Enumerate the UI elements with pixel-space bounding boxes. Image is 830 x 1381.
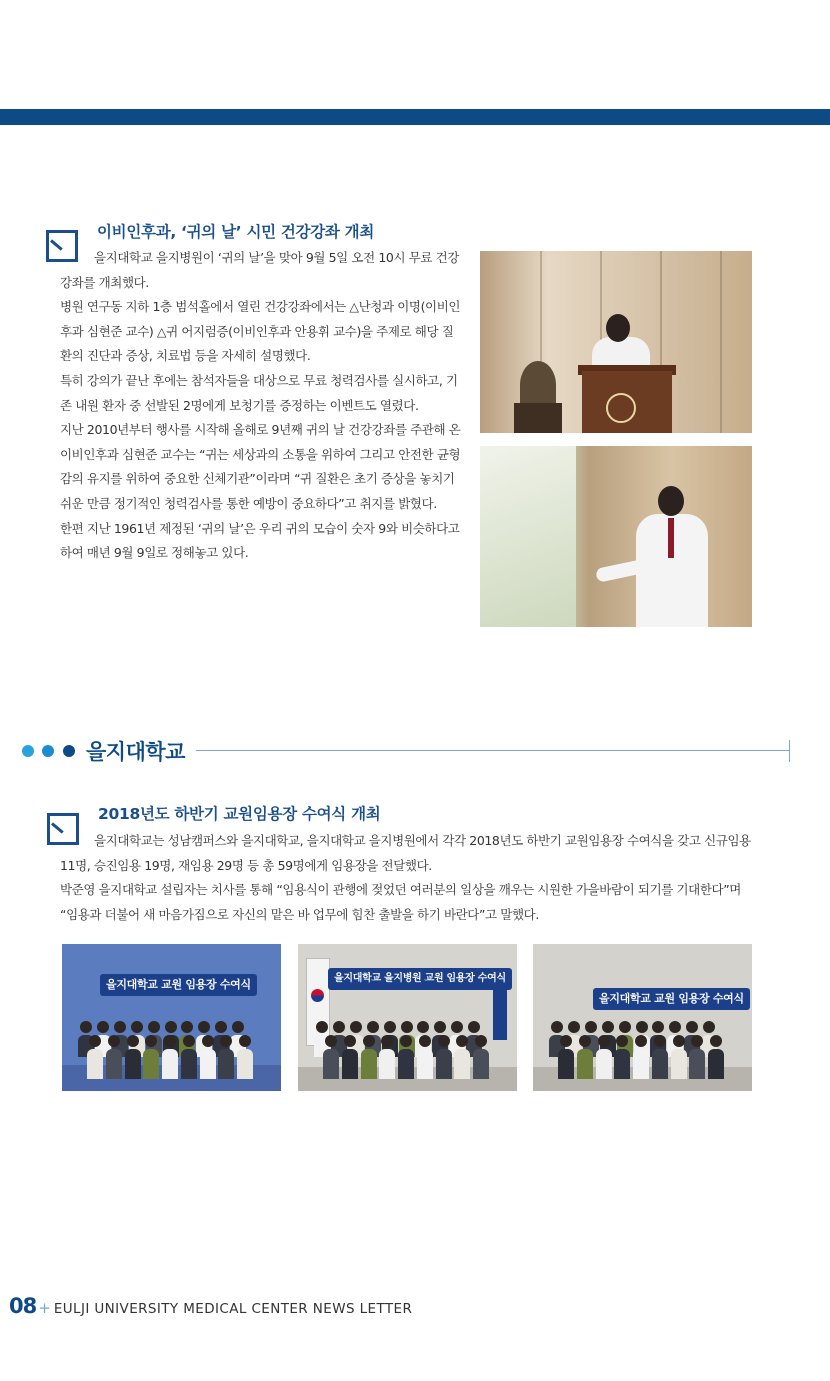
article1-paragraph: 지난 2010년부터 행사를 시작해 올해로 9년째 귀의 날 건강강좌를 주관해 온 이비인후과 심현준 교수는 “귀는 세상과의 소통을 위하여 그리고 안전한 균형감의 유지를 위하여 중요한 신체기관”이라며 “귀 질환은 초기 증상을 놓치기 쉬운 만큼 정기적인 청력검사를 통한 예방이 중요하다”고 취지를 밝혔다. <box>60 422 461 511</box>
group-people <box>78 1007 265 1079</box>
article1-title: 이비인후과, ‘귀의 날’ 시민 건강강좌 개최 <box>97 223 375 241</box>
photo-banner: 을지대학교 교원 임용장 수여식 <box>100 974 257 996</box>
person-figure <box>671 1035 687 1079</box>
group-photo-hospital <box>298 944 517 1091</box>
person-figure <box>162 1035 178 1079</box>
group-photo-campus <box>62 944 281 1091</box>
section-divider-line <box>196 750 790 751</box>
photo-banner: 을지대학교 교원 임용장 수여식 <box>593 988 750 1010</box>
bullet-dot-icon <box>63 745 75 757</box>
article1-body <box>60 246 464 566</box>
person-figure <box>125 1035 141 1079</box>
person-figure <box>200 1035 216 1079</box>
section-heading: 을지대학교 <box>86 740 185 764</box>
doctor-microphone-photo <box>480 446 752 627</box>
article1-paragraph: 을지대학교 을지병원이 ‘귀의 날’을 맞아 9월 5일 오전 10시 무료 건강강좌를 개최했다. <box>60 250 459 290</box>
group-people <box>314 1007 501 1079</box>
person-figure <box>633 1035 649 1079</box>
newsletter-name: EULJI UNIVERSITY MEDICAL CENTER NEWS LETTER <box>53 1301 413 1317</box>
article2-body <box>60 829 760 927</box>
person-figure <box>652 1035 668 1079</box>
person-figure <box>106 1035 122 1079</box>
person-figure <box>614 1035 630 1079</box>
article2-title: 2018년도 하반기 교원임용장 수여식 개최 <box>98 805 381 823</box>
university-emblem-icon <box>606 393 636 423</box>
bullet-dot-icon <box>22 745 34 757</box>
person-figure <box>454 1035 470 1079</box>
group-people <box>549 1007 736 1079</box>
article1-paragraph: 특히 강의가 끝난 후에는 참석자들을 대상으로 무료 청력검사를 실시하고, 기존 내원 환자 중 선발된 2명에게 보청기를 증정하는 이벤트도 열렸다. <box>60 372 458 413</box>
person-figure <box>558 1035 574 1079</box>
article2-paragraph: 을지대학교는 성남캠퍼스와 을지대학교, 을지대학교 을지병원에서 각각 2018년도 하반기 교원임용장 수여식을 갖고 신규임용 11명, 승진임용 19명, 재임용 29명 등 총 59명에게 임용장을 전달했다. <box>60 833 751 873</box>
bullet-dot-icon <box>42 745 54 757</box>
group-photo-university <box>533 944 752 1091</box>
lecture-podium-photo <box>480 251 752 433</box>
person-figure <box>342 1035 358 1079</box>
photo-banner: 을지대학교 을지병원 교원 임용장 수여식 <box>328 968 512 990</box>
section-divider-end <box>789 740 790 762</box>
person-figure <box>577 1035 593 1079</box>
person-figure <box>436 1035 452 1079</box>
person-figure <box>181 1035 197 1079</box>
plus-icon: + <box>38 1299 51 1317</box>
person-figure <box>143 1035 159 1079</box>
person-figure <box>218 1035 234 1079</box>
person-figure <box>398 1035 414 1079</box>
person-figure <box>87 1035 103 1079</box>
page-footer <box>9 1294 412 1318</box>
header-band <box>0 109 830 125</box>
person-figure <box>417 1035 433 1079</box>
person-figure <box>689 1035 705 1079</box>
person-figure <box>708 1035 724 1079</box>
article1-paragraph: 한편 지난 1961년 제정된 ‘귀의 날’은 우리 귀의 모습이 숫자 9와 비슷하다고 하여 매년 9월 9일로 정해놓고 있다. <box>60 520 460 561</box>
person-figure <box>361 1035 377 1079</box>
person-figure <box>473 1035 489 1079</box>
person-figure <box>237 1035 253 1079</box>
person-figure <box>379 1035 395 1079</box>
page-number: 08 <box>9 1294 37 1318</box>
person-figure <box>596 1035 612 1079</box>
article1-paragraph: 병원 연구동 지하 1층 범석홀에서 열린 건강강좌에서는 △난청과 이명(이비인후과 심현준 교수) △귀 어지럼증(이비인후과 안용휘 교수)을 주제로 해당 질환의 진단과 증상, 치료법 등을 자세히 설명했다. <box>60 299 461 364</box>
article2-paragraph: 박준영 을지대학교 설립자는 치사를 통해 “임용식이 관행에 젖었던 여러분의 일상을 깨우는 시원한 가을바람이 되기를 기대한다”며 “임용과 더불어 새 마음가짐으로 자신의 맡은 바 업무에 힘찬 출발을 하기 바란다”고 말했다. <box>60 882 741 922</box>
person-figure <box>323 1035 339 1079</box>
